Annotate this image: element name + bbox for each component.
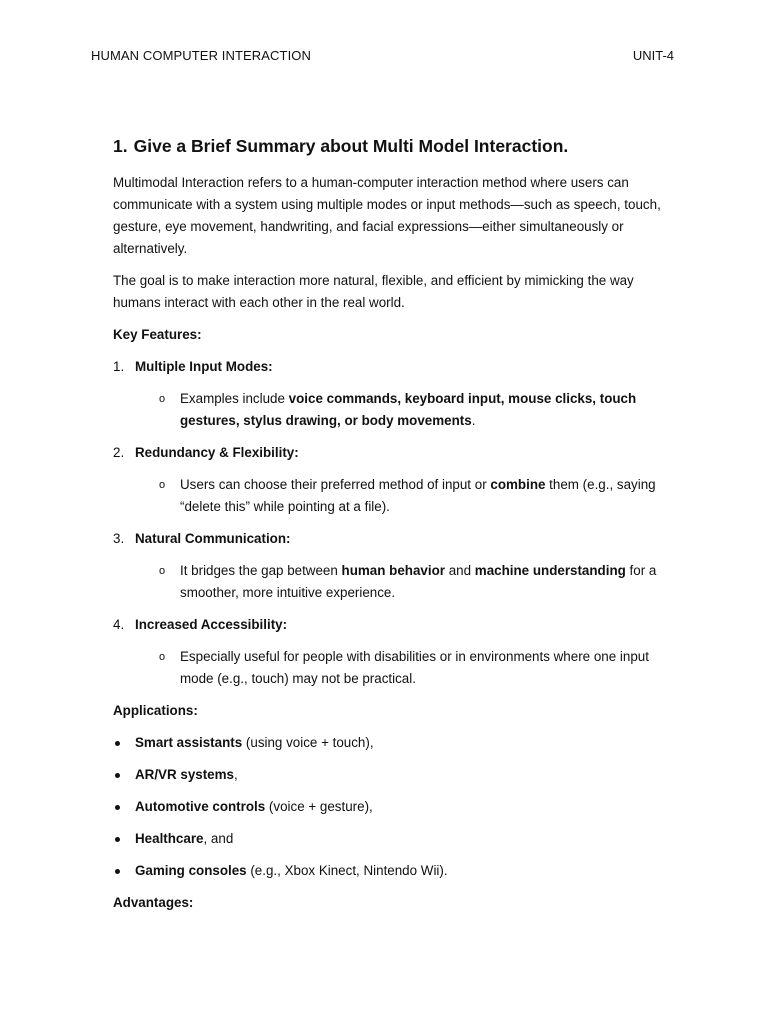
- text: Especially useful for people with disabilities or in environments where one input mode (e.g., touch) may not be practical.: [180, 649, 649, 686]
- question-number: 1.: [113, 136, 128, 156]
- feature-number: 4.: [113, 617, 125, 632]
- feature-title: Multiple Input Modes:: [135, 359, 273, 374]
- feature-item: [113, 356, 673, 378]
- intro-paragraph: Multimodal Interaction refers to a human-computer interaction method where users can communicate with a system using multiple modes or input methods—such as speech, touch, gesture, eye movement, handwriting, and facial expressions—either simultaneously or alternatively.: [113, 175, 661, 256]
- feature-description: [159, 646, 673, 690]
- bullet-icon: [113, 828, 135, 850]
- application-item: [113, 732, 673, 754]
- text: and: [444, 563, 475, 578]
- document-body: [113, 134, 673, 924]
- bold-text: voice commands, keyboard input, mouse clicks, touch gestures, stylus drawing, or body movements: [180, 391, 637, 428]
- bold-text: Healthcare: [135, 831, 204, 846]
- text: (using voice + touch),: [242, 735, 374, 750]
- bold-text: machine understanding: [474, 563, 626, 578]
- feature-title: Natural Communication:: [135, 531, 291, 546]
- text: for a smoother, more intuitive experience.: [180, 563, 657, 600]
- goal-paragraph: The goal is to make interaction more natural, flexible, and efficient by mimicking the way humans interact with each other in the real world.: [113, 273, 634, 310]
- bold-text: human behavior: [341, 563, 445, 578]
- text: Users can choose their preferred method of input or: [180, 477, 491, 492]
- header-course-title: HUMAN COMPUTER INTERACTION: [91, 48, 311, 63]
- bullet-icon: [113, 732, 135, 754]
- circle-bullet-icon: o: [159, 393, 166, 405]
- question-title: Give a Brief Summary about Multi Model Interaction.: [133, 136, 569, 156]
- feature-title: Redundancy & Flexibility:: [135, 445, 299, 460]
- header-unit: UNIT-4: [632, 48, 674, 63]
- bullet-icon: [113, 796, 135, 818]
- application-item: [113, 796, 673, 818]
- application-item: [113, 764, 673, 786]
- circle-bullet-icon: o: [159, 565, 166, 577]
- bold-text: AR/VR systems: [135, 767, 234, 782]
- text: them (e.g., saying “delete this” while pointing at a file).: [180, 477, 656, 514]
- text: , and: [203, 831, 234, 846]
- bullet-icon: [113, 764, 135, 786]
- feature-item: [113, 442, 673, 464]
- key-features-label: Key Features:: [113, 327, 202, 342]
- application-item: [113, 828, 673, 850]
- text: It bridges the gap between: [180, 563, 342, 578]
- circle-bullet-icon: o: [159, 479, 166, 491]
- feature-description: [159, 388, 673, 432]
- application-item: [113, 860, 673, 882]
- feature-description: [159, 474, 673, 518]
- circle-bullet-icon: o: [159, 651, 166, 663]
- bold-text: Smart assistants: [135, 735, 243, 750]
- feature-item: [113, 528, 673, 550]
- applications-label: Applications:: [113, 703, 198, 718]
- text: (e.g., Xbox Kinect, Nintendo Wii).: [246, 863, 448, 878]
- advantages-label: Advantages:: [113, 895, 194, 910]
- text: (voice + gesture),: [265, 799, 373, 814]
- bold-text: Gaming consoles: [135, 863, 247, 878]
- bold-text: Automotive controls: [135, 799, 266, 814]
- feature-number: 1.: [113, 359, 125, 374]
- feature-title: Increased Accessibility:: [135, 617, 288, 632]
- feature-item: [113, 614, 673, 636]
- text: Examples include: [180, 391, 289, 406]
- bold-text: combine: [490, 477, 546, 492]
- bullet-icon: [113, 860, 135, 882]
- feature-description: [159, 560, 673, 604]
- text: .: [471, 413, 476, 428]
- question-heading: [113, 134, 673, 158]
- feature-number: 2.: [113, 445, 125, 460]
- feature-number: 3.: [113, 531, 125, 546]
- text: ,: [234, 767, 238, 782]
